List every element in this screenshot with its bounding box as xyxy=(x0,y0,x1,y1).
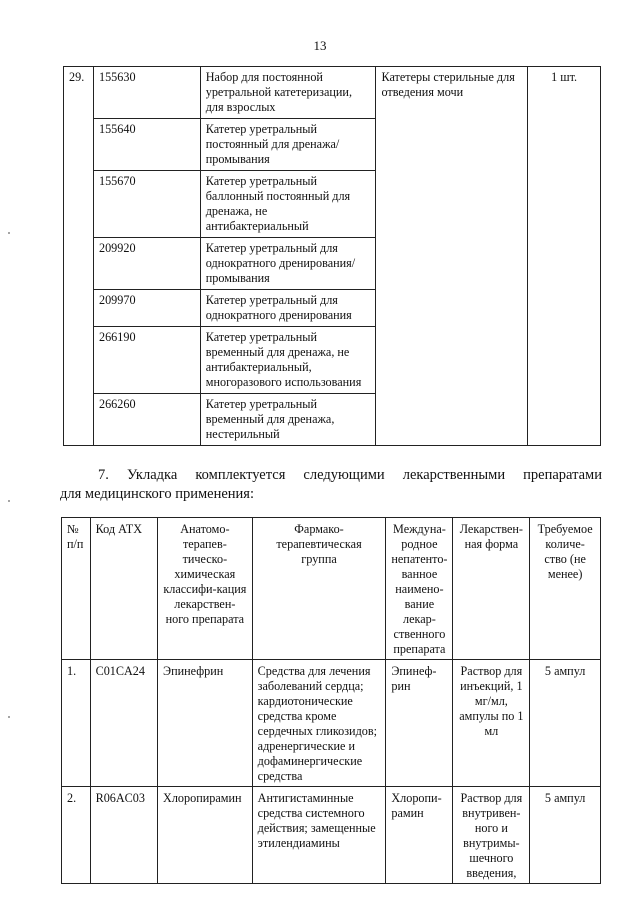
product-name: Катетер уретральный для однократного дренирования/промывания xyxy=(200,238,376,290)
product-name: Катетер уретральный баллонный постоянный для дренажа, не антибактериальный xyxy=(200,171,376,238)
dosage-form: Раствор для инъекций, 1 мг/мл, ампулы по 1 мл xyxy=(453,660,530,787)
header-atc-code: Код АТХ xyxy=(90,518,157,660)
group-number: 29. xyxy=(64,67,94,446)
pharm-group: Средства для лечения заболеваний сердца; кардиотонические средства кроме сердечных гликозидов; адренергические и дофаминергические средства xyxy=(252,660,386,787)
atc-class: Эпинефрин xyxy=(158,660,253,787)
header-atc-class: Анатомо-терапев-тическо-химическая классифи-кация лекарствен-ного препарата xyxy=(158,518,253,660)
dosage-form: Раствор для внутривен-ного и внутримы-шечного введения, xyxy=(453,787,530,884)
inn: Эпинеф-рин xyxy=(386,660,453,787)
product-code: 155670 xyxy=(93,171,200,238)
product-name: Набор для постоянной уретральной катетеризации, для взрослых xyxy=(200,67,376,119)
inn: Хлоропи-рамин xyxy=(386,787,453,884)
table-row xyxy=(62,660,601,787)
scan-speck xyxy=(8,716,10,718)
paragraph-line: 7. Укладка комплектуется следующими лекарственными препаратами xyxy=(98,467,602,483)
page-number: 13 xyxy=(313,38,327,53)
quantity: 5 ампул xyxy=(530,787,601,884)
product-code: 266260 xyxy=(93,394,200,446)
table-row xyxy=(62,787,601,884)
product-code: 155640 xyxy=(93,119,200,171)
atc-class: Хлоропирамин xyxy=(158,787,253,884)
product-category: Катетеры стерильные для отведения мочи xyxy=(376,67,528,446)
header-inn: Междуна-родное непатенто-ванное наимено-вание лекар-ственного препарата xyxy=(386,518,453,660)
catheter-table xyxy=(63,66,601,446)
paragraph-line: для медицинского применения: xyxy=(60,486,254,502)
product-code: 266190 xyxy=(93,327,200,394)
pharm-group: Антигистаминные средства системного действия; замещенные этилендиамины xyxy=(252,787,386,884)
quantity: 5 ампул xyxy=(530,660,601,787)
medication-table xyxy=(61,517,601,884)
header-quantity: Требуемое количе-ство (не менее) xyxy=(530,518,601,660)
section-paragraph xyxy=(60,466,602,504)
scan-speck xyxy=(8,500,10,502)
table-header-row xyxy=(62,518,601,660)
header-number: № п/п xyxy=(62,518,91,660)
atc-code: R06AC03 xyxy=(90,787,157,884)
product-code: 155630 xyxy=(93,67,200,119)
product-name: Катетер уретральный временный для дренажа, нестерильный xyxy=(200,394,376,446)
row-number: 2. xyxy=(62,787,91,884)
product-quantity: 1 шт. xyxy=(528,67,601,446)
product-name: Катетер уретральный временный для дренажа, не антибактериальный, многоразового использования xyxy=(200,327,376,394)
header-pharm-group: Фармако-терапевтическая группа xyxy=(252,518,386,660)
product-name: Катетер уретральный постоянный для дренажа/промывания xyxy=(200,119,376,171)
table-row xyxy=(64,67,601,119)
atc-code: C01CA24 xyxy=(90,660,157,787)
product-name: Катетер уретральный для однократного дренирования xyxy=(200,290,376,327)
scan-speck xyxy=(8,232,10,234)
product-code: 209970 xyxy=(93,290,200,327)
header-form: Лекарствен-ная форма xyxy=(453,518,530,660)
product-code: 209920 xyxy=(93,238,200,290)
row-number: 1. xyxy=(62,660,91,787)
